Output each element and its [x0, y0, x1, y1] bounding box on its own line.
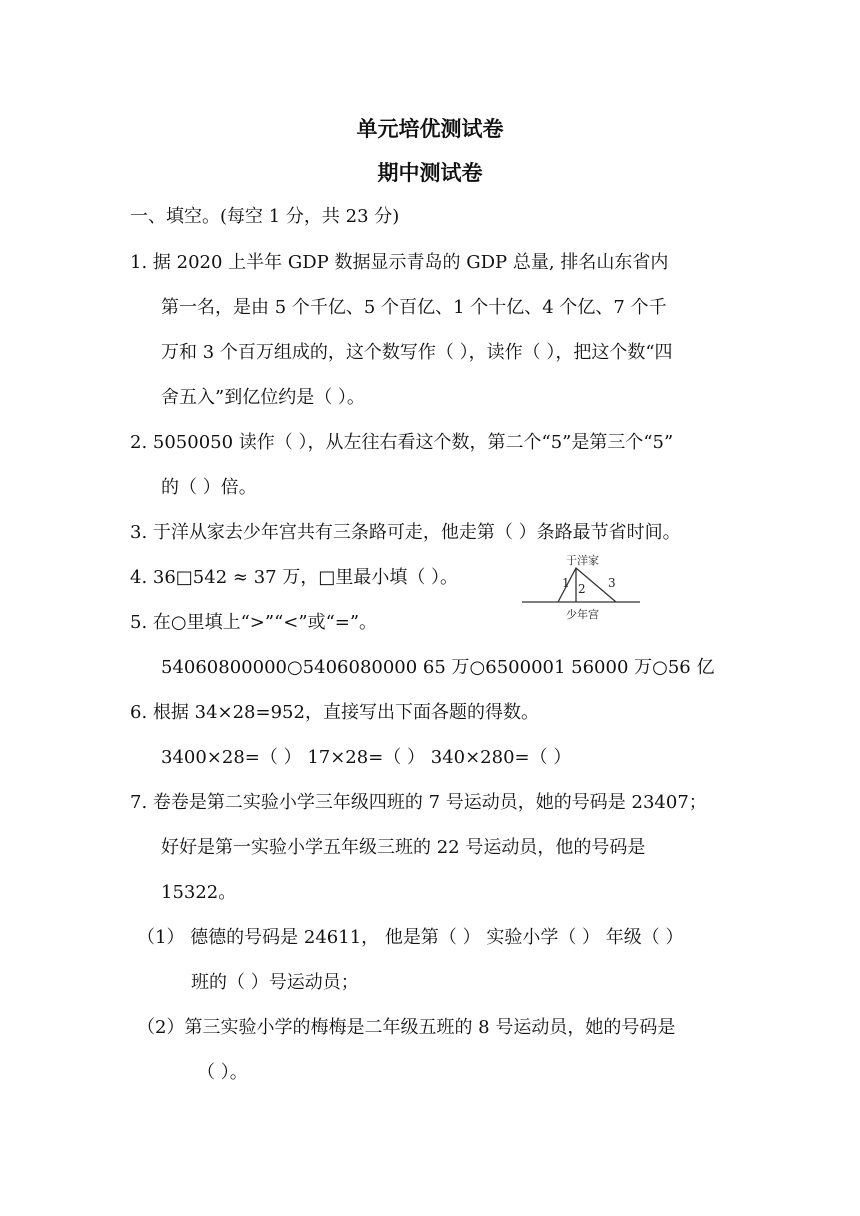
question-7-line-1: 7. 卷卷是第二实验小学三年级四班的 7 号运动员，她的号码是 23407；	[130, 792, 707, 813]
question-7-sub-1-line-2: 班的（ ）号运动员；	[191, 972, 359, 993]
path-3-label: 3	[608, 576, 616, 590]
section-heading: 一、填空。(每空 1 分，共 23 分)	[130, 206, 400, 227]
route-diagram	[514, 550, 644, 626]
question-7-sub-2-line-1: （2）第三实验小学的梅梅是二年级五班的 8 号运动员，她的号码是	[137, 1017, 676, 1038]
question-1-line-4: 舍五入”到亿位约是（ ）。	[161, 387, 365, 408]
question-2-line-2: 的（ ）倍。	[161, 477, 257, 498]
page-subtitle: 期中测试卷	[377, 161, 483, 185]
question-5-line-1: 5. 在○里填上“>”“<”或“=”。	[130, 612, 378, 633]
question-1-line-1: 1. 据 2020 上半年 GDP 数据显示青岛的 GDP 总量, 排名山东省内	[130, 252, 669, 273]
question-1-line-2: 第一名，是由 5 个千亿、5 个百亿、1 个十亿、4 个亿、7 个千	[161, 297, 667, 318]
question-7-line-3: 15322。	[161, 882, 237, 903]
page-title: 单元培优测试卷	[356, 117, 504, 141]
question-7-sub-1-line-1: （1） 德德的号码是 24611， 他是第（ ） 实验小学（ ） 年级（ ）	[137, 927, 684, 948]
question-7-line-2: 好好是第一实验小学五年级三班的 22 号运动员，他的号码是	[161, 837, 646, 858]
question-6-line-1: 6. 根据 34×28=952，直接写出下面各题的得数。	[130, 702, 539, 723]
question-6-line-2: 3400×28=（ ） 17×28=（ ） 340×280=（ ）	[161, 747, 572, 768]
question-3: 3. 于洋从家去少年宫共有三条路可走，他走第（ ）条路最节省时间。	[130, 522, 681, 543]
youth-palace-label: 少年宫	[566, 608, 599, 621]
question-4: 4. 36□542 ≈ 37 万，□里最小填（ ）。	[130, 567, 459, 588]
path-1-label: 1	[562, 576, 570, 590]
home-label: 于洋家	[566, 554, 599, 567]
question-7-sub-2-line-2: （ ）。	[197, 1062, 248, 1083]
path-2-label: 2	[578, 582, 586, 596]
question-1-line-3: 万和 3 个百万组成的，这个数写作（ ），读作（ ），把这个数“四	[161, 342, 673, 363]
question-5-line-2: 54060800000○5406080000 65 万○6500001 56000 万○56 亿	[161, 657, 715, 678]
question-2-line-1: 2. 5050050 读作（ ），从左往右看这个数，第二个“5”是第三个“5”	[130, 432, 674, 453]
